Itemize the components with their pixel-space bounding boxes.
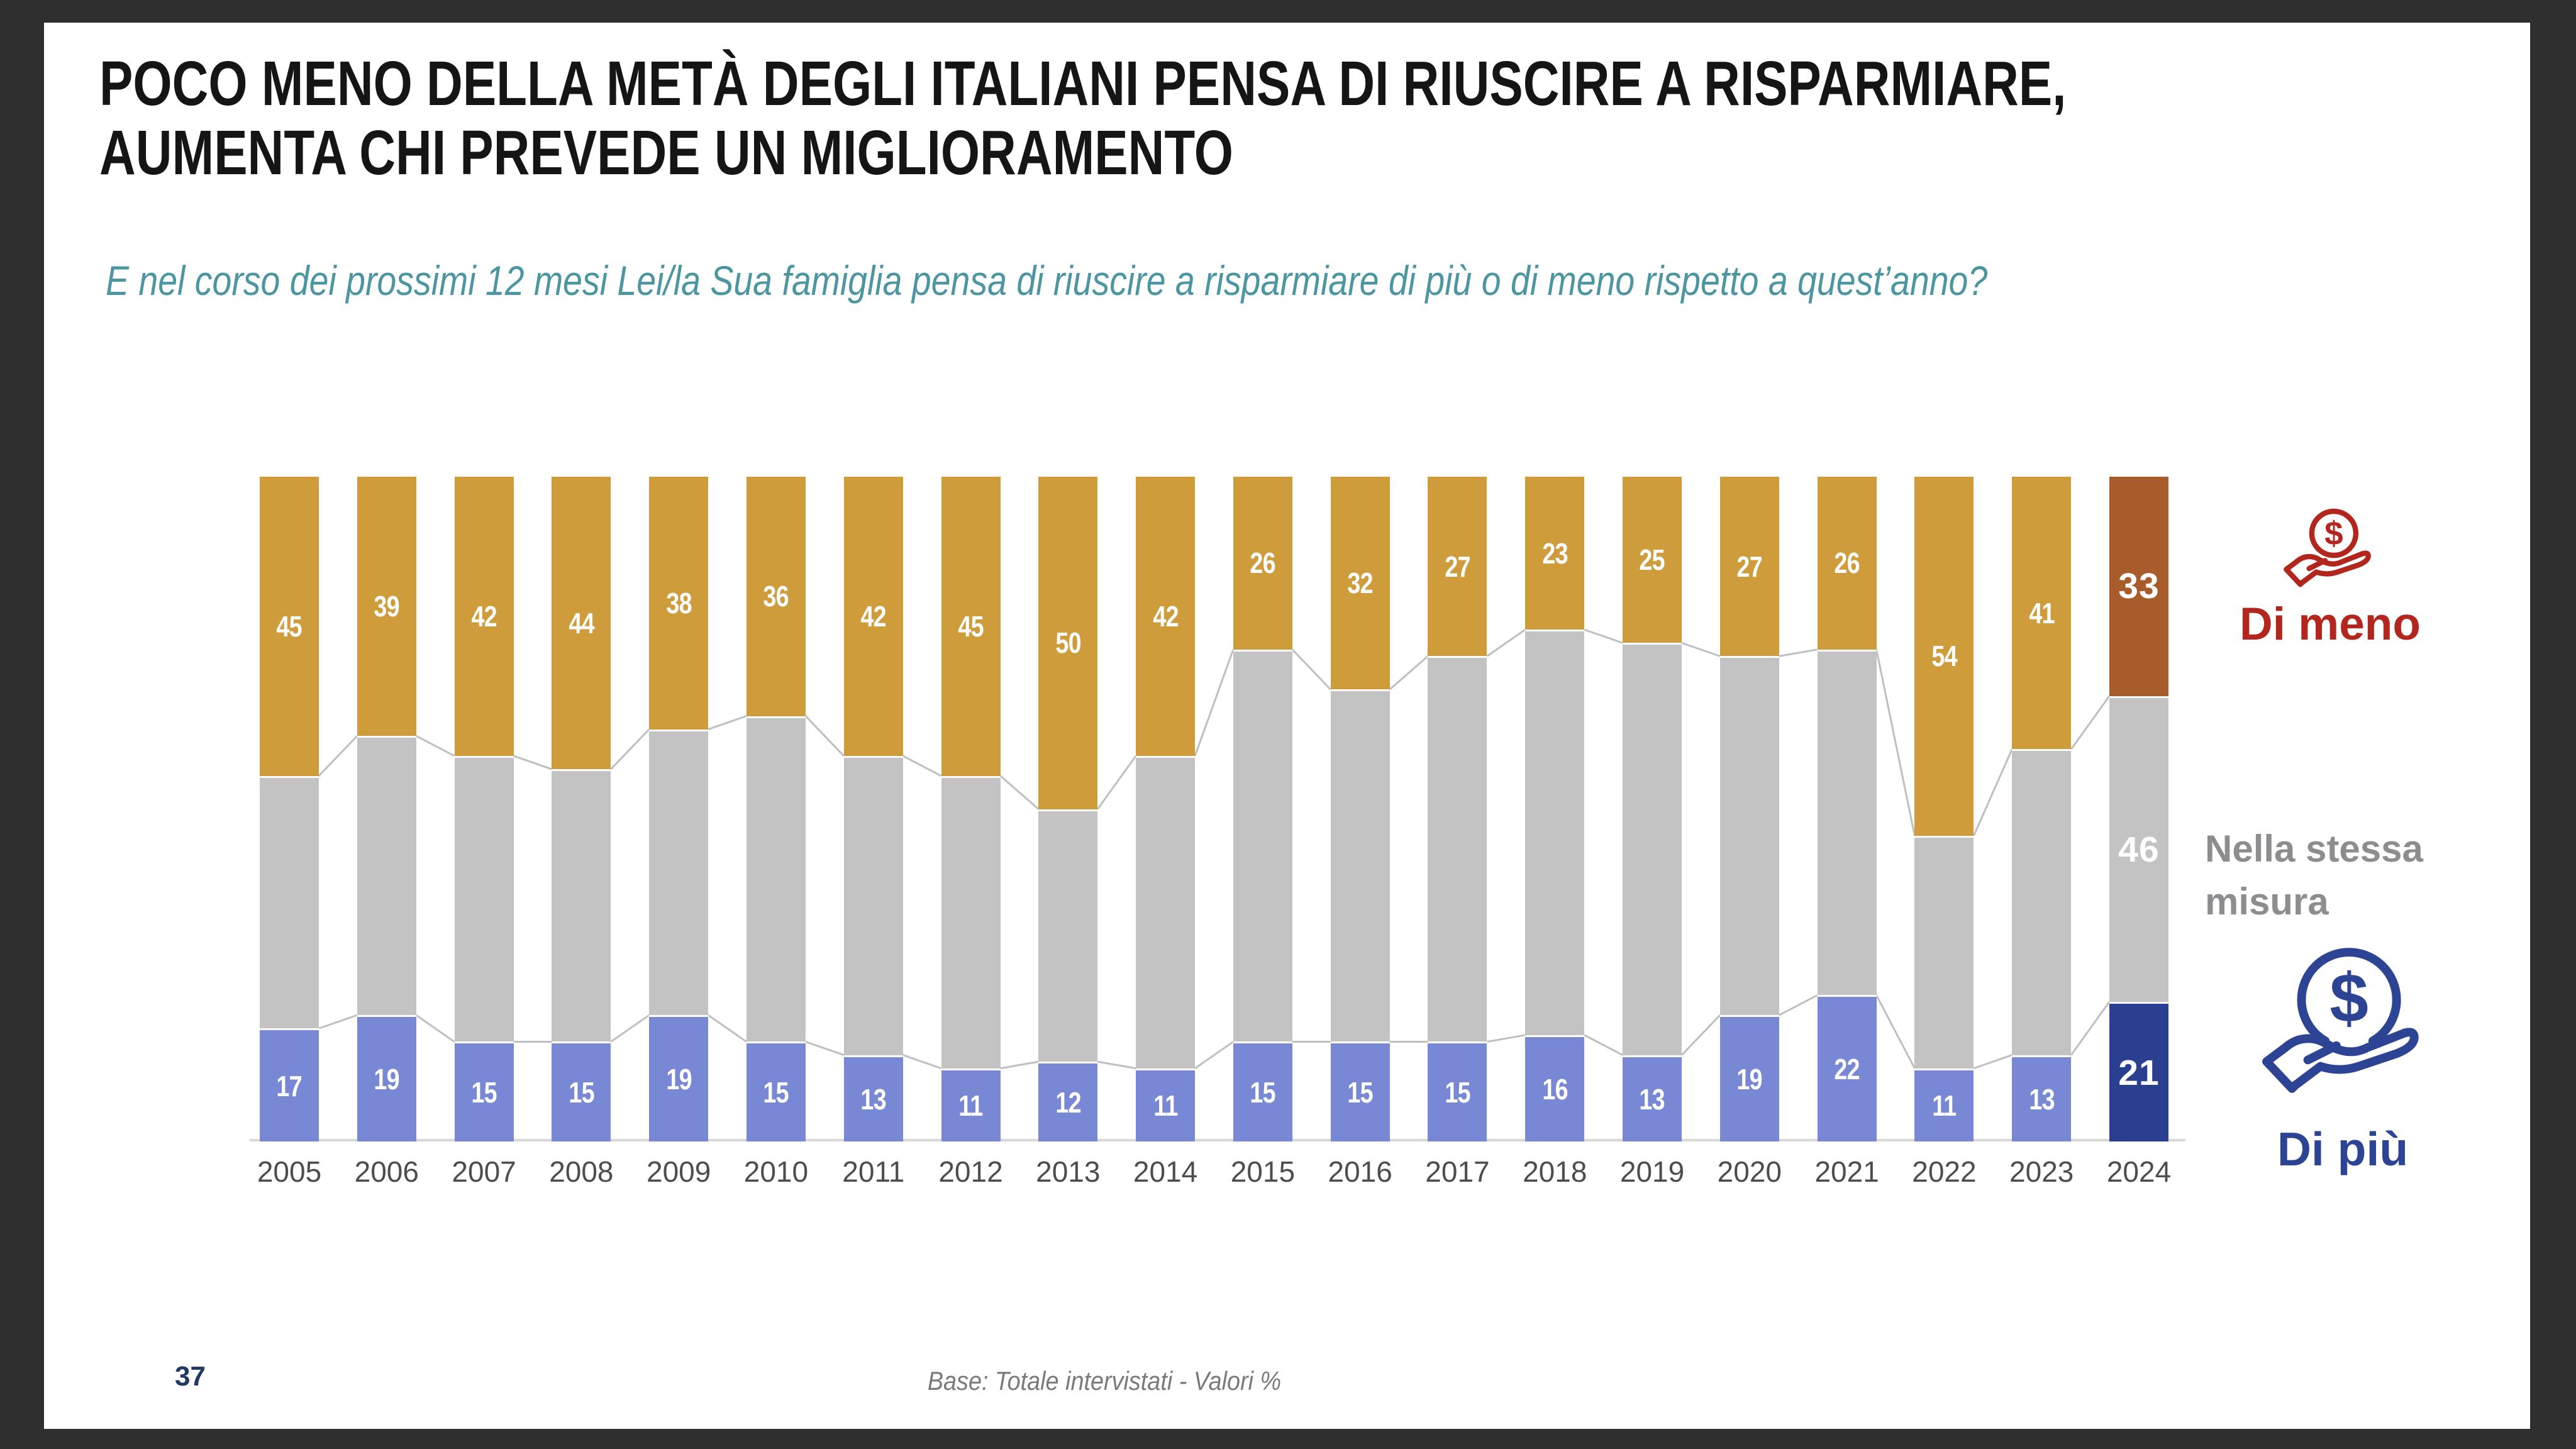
segment-nella-stessa-misura	[1038, 809, 1097, 1062]
year-label: 2014	[1133, 1155, 1198, 1188]
segment-nella-stessa-misura	[1525, 630, 1584, 1035]
connector-lines	[260, 477, 2168, 1141]
bar-2024	[2109, 477, 2168, 1141]
connector-line	[1779, 995, 1818, 1015]
bar-value-label: 15	[569, 1076, 594, 1109]
svg-text:$: $	[2324, 515, 2343, 553]
connector-line	[1877, 650, 1915, 836]
connector-line	[1974, 749, 2012, 835]
footnote: Base: Totale intervistati - Valori %	[927, 1366, 1282, 1396]
year-label: 2022	[1912, 1155, 1977, 1188]
segment-di-meno	[747, 477, 806, 716]
connector-line	[903, 1055, 941, 1069]
segment-nella-stessa-misura	[2012, 749, 2071, 1055]
connector-line	[611, 1015, 649, 1041]
bar-value-label: 17	[276, 1069, 303, 1102]
year-label: 2007	[452, 1155, 516, 1188]
bar-value-label: 19	[374, 1063, 399, 1096]
connector-line	[806, 1041, 844, 1055]
segment-nella-stessa-misura	[552, 769, 611, 1041]
year-label: 2024	[2106, 1155, 2172, 1188]
segment-di-piu	[1038, 1062, 1097, 1141]
bar-value-label: 19	[1736, 1063, 1762, 1096]
bar-value-label: 27	[1445, 550, 1470, 583]
segment-di-meno	[357, 477, 416, 736]
bar-value-label: 27	[1736, 550, 1762, 583]
coin-in-hand-icon-blue	[2245, 946, 2440, 1104]
bar-value-label: 13	[2029, 1082, 2055, 1116]
connector-line	[1779, 650, 1818, 657]
connector-line	[611, 730, 649, 769]
bar-2017	[1428, 477, 1487, 1141]
bar-value-label: 15	[1347, 1076, 1373, 1109]
bar-2013	[1038, 477, 1097, 1141]
connector-line	[1292, 650, 1331, 689]
segment-di-piu	[1914, 1069, 1974, 1141]
segment-nella-stessa-misura	[260, 776, 319, 1029]
bar-value-label: 12	[1055, 1086, 1081, 1119]
year-label: 2017	[1425, 1155, 1490, 1188]
bar-value-label: 15	[763, 1076, 789, 1109]
segment-di-meno	[1428, 477, 1487, 656]
segment-di-meno	[2109, 477, 2168, 696]
connector-line	[416, 736, 455, 756]
connector-line	[1097, 1062, 1136, 1069]
bar-2022	[1914, 477, 1974, 1141]
connector-line	[1974, 1055, 2012, 1069]
segment-di-meno	[1623, 477, 1682, 643]
year-label: 2011	[842, 1155, 905, 1188]
bar-2009	[649, 477, 708, 1141]
connector-line	[2071, 1002, 2109, 1055]
bar-value-label: 42	[860, 599, 886, 633]
page-number: 37	[175, 1361, 206, 1392]
segment-nella-stessa-misura	[844, 756, 903, 1055]
bar-value-label: 45	[276, 609, 303, 643]
segment-di-meno	[941, 477, 1001, 776]
segment-di-meno	[649, 477, 708, 730]
legend-label-di-piu: Di più	[2277, 1123, 2409, 1175]
bar-value-label: 46	[2118, 830, 2160, 870]
year-label: 2008	[549, 1155, 614, 1188]
segment-nella-stessa-misura	[1428, 656, 1487, 1041]
segment-di-piu	[1818, 995, 1877, 1141]
connector-line	[1487, 1035, 1525, 1042]
connector-line	[1682, 643, 1720, 656]
bar-value-label: 33	[2118, 566, 2160, 607]
bar-2019	[1623, 477, 1682, 1141]
year-label: 2023	[2009, 1155, 2074, 1188]
segment-nella-stessa-misura	[1331, 689, 1390, 1041]
bar-value-label: 11	[958, 1089, 983, 1123]
segment-di-piu	[844, 1055, 903, 1141]
segment-di-piu	[1525, 1035, 1584, 1141]
segment-nella-stessa-misura	[1720, 656, 1779, 1015]
connector-line	[1097, 756, 1136, 809]
bar-value-label: 36	[763, 580, 789, 613]
year-label: 2020	[1717, 1155, 1782, 1188]
bar-value-label: 23	[1542, 536, 1568, 570]
bar-value-label: 25	[1639, 543, 1665, 577]
segment-di-piu	[1233, 1041, 1292, 1141]
segment-di-piu	[1623, 1055, 1682, 1141]
year-label: 2006	[354, 1155, 419, 1188]
title-line-2: AUMENTA CHI PREVEDE UN MIGLIORAMENTO	[99, 118, 1234, 188]
connector-line	[708, 716, 747, 730]
bar-value-label: 44	[569, 606, 594, 640]
slide	[44, 23, 2530, 1429]
bar-2016	[1331, 477, 1390, 1141]
bar-2023	[2012, 477, 2071, 1141]
year-label: 2016	[1328, 1155, 1392, 1188]
connector-line	[1584, 630, 1623, 643]
segment-nella-stessa-misura	[2109, 696, 2168, 1002]
segment-nella-stessa-misura	[1136, 756, 1195, 1069]
connector-line	[1390, 656, 1428, 689]
bar-2006	[357, 477, 416, 1141]
bar-value-label: 16	[1542, 1072, 1568, 1106]
segment-di-piu	[260, 1028, 319, 1141]
bar-value-label: 42	[1152, 599, 1179, 633]
segment-nella-stessa-misura	[1914, 836, 1974, 1069]
segment-di-meno	[844, 477, 903, 756]
segment-di-piu	[747, 1041, 806, 1141]
segment-di-piu	[552, 1041, 611, 1141]
connector-line	[1584, 1035, 1623, 1055]
bar-2008	[552, 477, 611, 1141]
segment-di-piu	[1136, 1069, 1195, 1141]
bar-2015	[1233, 477, 1292, 1141]
segment-nella-stessa-misura	[1233, 650, 1292, 1042]
bar-value-label: 54	[1931, 640, 1957, 673]
bar-value-label: 32	[1347, 567, 1373, 600]
chart	[257, 477, 2172, 1188]
year-label: 2019	[1619, 1155, 1685, 1188]
bar-2012	[941, 477, 1001, 1141]
year-label: 2009	[646, 1155, 711, 1188]
bar-value-label: 15	[1445, 1076, 1470, 1109]
year-label: 2021	[1814, 1155, 1879, 1188]
segment-nella-stessa-misura	[455, 756, 514, 1042]
segment-di-meno	[1331, 477, 1390, 689]
title-line-1: POCO MENO DELLA METÀ DEGLI ITALIANI PENSA DI RIUSCIRE A RISPARMIARE,	[99, 48, 2067, 119]
connector-line	[708, 1015, 747, 1041]
segment-di-meno	[1525, 477, 1584, 630]
bar-value-label: 19	[665, 1063, 692, 1096]
bar-value-label: 39	[374, 590, 399, 623]
bar-2007	[455, 477, 514, 1141]
bar-value-label: 38	[665, 586, 692, 619]
bar-value-label: 50	[1055, 626, 1081, 660]
year-label: 2010	[743, 1155, 809, 1188]
bar-value-label: 11	[1153, 1089, 1178, 1123]
year-label: 2013	[1036, 1155, 1101, 1188]
bar-value-label: 15	[471, 1076, 497, 1109]
segment-di-meno	[552, 477, 611, 769]
segment-nella-stessa-misura	[649, 730, 708, 1016]
survey-question: E nel corso dei prossimi 12 mesi Lei/la Sua famiglia pensa di riuscire a risparmiare di più o di meno rispetto a quest’anno?	[106, 257, 1988, 304]
connector-line	[903, 756, 941, 776]
segment-di-piu	[455, 1041, 514, 1141]
segment-di-meno	[1720, 477, 1779, 656]
connector-line	[1001, 1062, 1039, 1069]
legend-label-nella-stessa-misura: Nella stessa misura	[2205, 828, 2423, 923]
connector-line	[1877, 995, 1915, 1068]
connector-line	[2071, 696, 2109, 750]
segment-nella-stessa-misura	[747, 716, 806, 1042]
legend-label-di-meno: Di meno	[2240, 599, 2421, 650]
segment-nella-stessa-misura	[1818, 650, 1877, 996]
connector-line	[806, 716, 844, 756]
bar-value-label: 26	[1250, 547, 1276, 580]
year-label: 2018	[1523, 1155, 1587, 1188]
bar-2021	[1818, 477, 1877, 1141]
svg-text:$: $	[2329, 959, 2368, 1037]
segment-di-piu	[1331, 1041, 1390, 1141]
segment-di-meno	[1136, 477, 1195, 756]
connector-line	[1195, 1041, 1233, 1068]
coin-in-hand-icon-red	[2273, 507, 2384, 595]
segment-di-meno	[1818, 477, 1877, 650]
bar-value-label: 45	[958, 609, 984, 643]
connector-line	[416, 1015, 455, 1041]
segment-di-piu	[1428, 1041, 1487, 1141]
segment-di-piu	[941, 1069, 1001, 1141]
bar-value-label: 15	[1250, 1076, 1276, 1109]
segment-di-piu	[357, 1015, 416, 1141]
bar-2020	[1720, 477, 1779, 1141]
segment-di-meno	[1038, 477, 1097, 809]
segment-di-meno	[1233, 477, 1292, 650]
segment-di-meno	[1914, 477, 1974, 836]
connector-line	[319, 736, 357, 775]
bar-2011	[844, 477, 903, 1141]
connector-line	[1682, 1015, 1720, 1055]
connector-line	[319, 1015, 357, 1028]
bar-value-label: 42	[471, 599, 497, 633]
bar-2005	[260, 477, 319, 1141]
year-label: 2015	[1230, 1155, 1296, 1188]
bar-value-label: 11	[1932, 1089, 1957, 1123]
bar-value-label: 26	[1834, 547, 1860, 580]
segment-di-meno	[2012, 477, 2071, 749]
segment-di-piu	[1720, 1015, 1779, 1141]
segment-nella-stessa-misura	[941, 776, 1001, 1069]
bar-2018	[1525, 477, 1584, 1141]
segment-nella-stessa-misura	[357, 736, 416, 1015]
bar-value-label: 21	[2118, 1052, 2160, 1093]
bar-value-label: 13	[860, 1082, 886, 1116]
connector-line	[1487, 630, 1525, 656]
connector-line	[514, 756, 552, 769]
connector-line	[1001, 776, 1039, 809]
segment-di-piu	[649, 1015, 708, 1141]
bar-2010	[747, 477, 806, 1141]
segment-nella-stessa-misura	[1623, 643, 1682, 1055]
segment-di-meno	[260, 477, 319, 776]
bar-2014	[1136, 477, 1195, 1141]
segment-di-meno	[455, 477, 514, 756]
year-label: 2012	[938, 1155, 1003, 1188]
bar-value-label: 41	[2029, 596, 2055, 630]
segment-di-piu	[2109, 1002, 2168, 1141]
segment-di-piu	[2012, 1055, 2071, 1141]
bar-value-label: 22	[1834, 1053, 1860, 1086]
year-label: 2005	[257, 1155, 322, 1188]
connector-line	[1195, 650, 1233, 756]
bar-value-label: 13	[1639, 1082, 1665, 1116]
